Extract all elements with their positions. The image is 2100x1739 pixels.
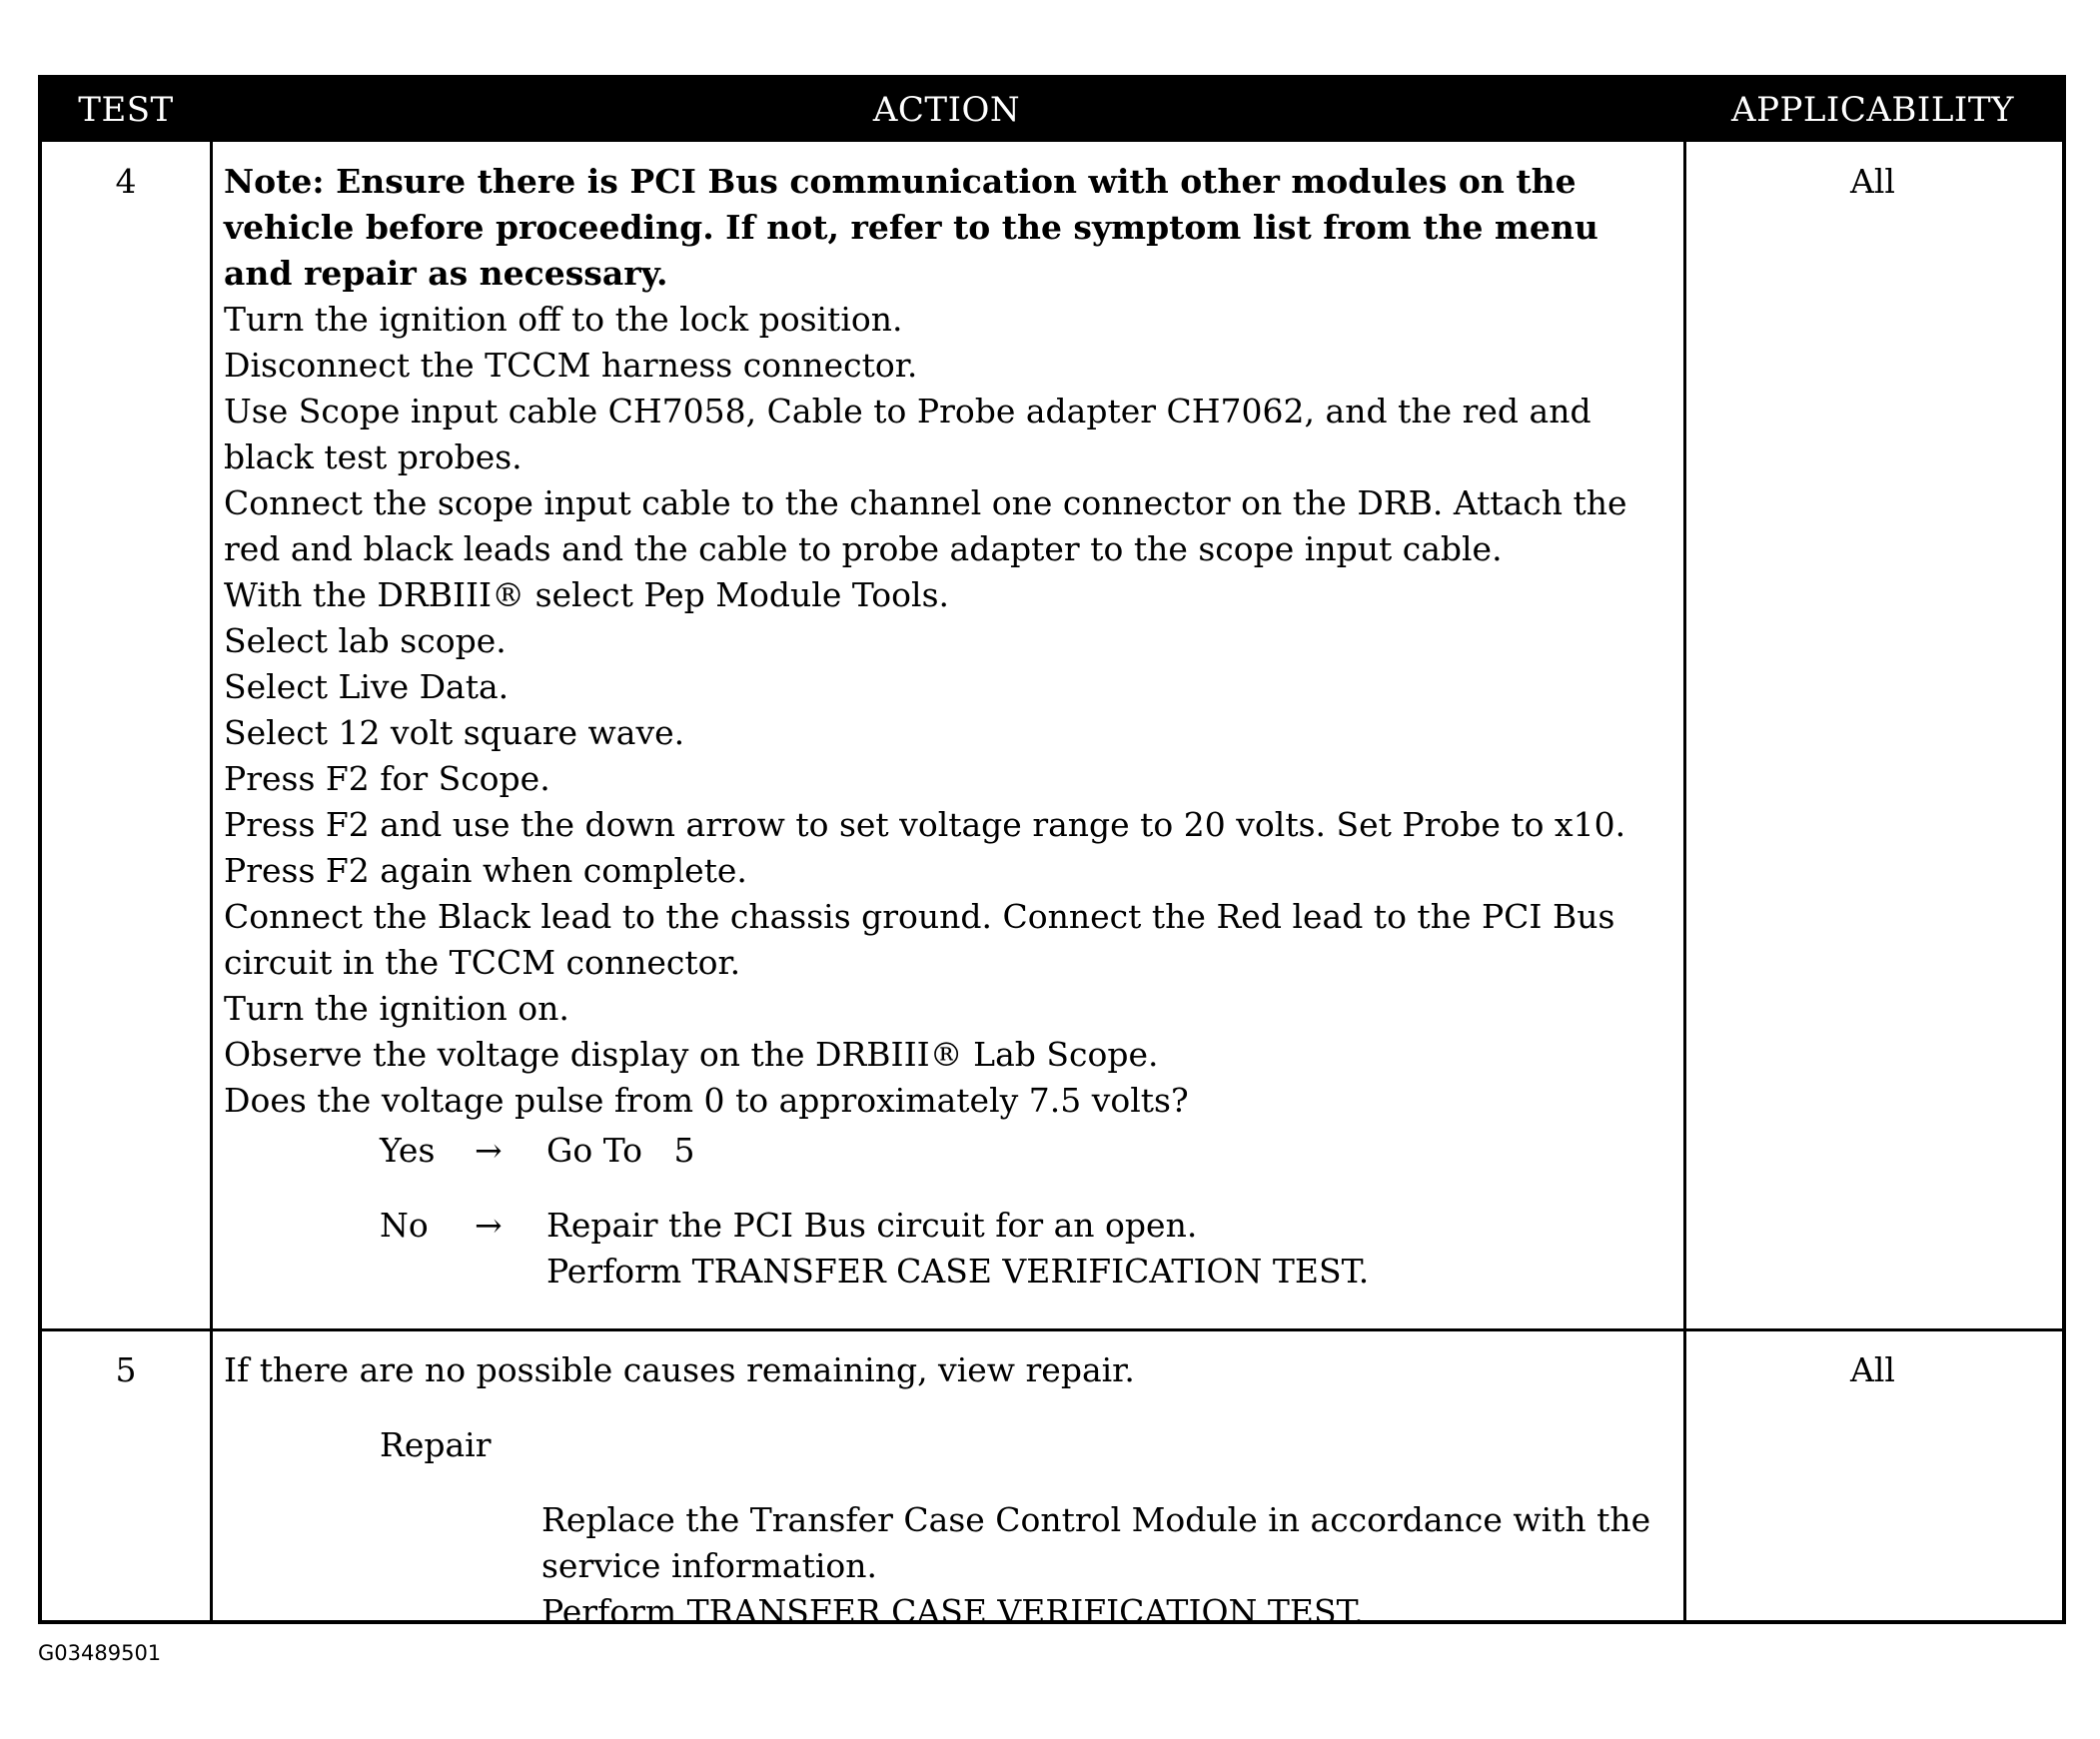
applicability-value: All — [1850, 1350, 1895, 1389]
note-line: vehicle before proceeding. If not, refer to the symptom list from the menu — [224, 208, 1598, 247]
header-applicability: APPLICABILITY — [1731, 90, 2014, 130]
step-line: Turn the ignition off to the lock position. — [224, 300, 903, 339]
step-line: black test probes. — [224, 437, 523, 476]
test-number: 5 — [115, 1350, 137, 1389]
no-action: Repair the PCI Bus circuit for an open. — [546, 1206, 1198, 1245]
applicability-value: All — [1850, 162, 1895, 201]
diagnostic-table — [38, 75, 2066, 1631]
column-divider — [210, 142, 213, 1620]
step-line: Press F2 for Scope. — [224, 759, 550, 798]
step-line: Disconnect the TCCM harness connector. — [224, 346, 918, 385]
step-line: Select 12 volt square wave. — [224, 713, 685, 752]
step-line: Connect the scope input cable to the channel one connector on the DRB. Attach the — [224, 483, 1627, 522]
repair-line: Replace the Transfer Case Control Module in accordance with the — [541, 1500, 1651, 1539]
step-line: Observe the voltage display on the DRBIII® Lab Scope. — [224, 1035, 1159, 1074]
note-line: and repair as necessary. — [224, 254, 668, 293]
column-divider — [1683, 142, 1686, 1620]
step-line: Connect the Black lead to the chassis ground. Connect the Red lead to the PCI Bus — [224, 897, 1615, 936]
step-line: Use Scope input cable CH7058, Cable to Probe adapter CH7062, and the red and — [224, 392, 1591, 431]
figure-id: G03489501 — [38, 1641, 162, 1665]
step-line: Does the voltage pulse from 0 to approximately 7.5 volts? — [224, 1081, 1189, 1120]
step-line: Turn the ignition on. — [224, 989, 569, 1028]
step-line: With the DRBIII® select Pep Module Tools. — [224, 575, 949, 614]
step-line: Select lab scope. — [224, 621, 507, 660]
step-line: If there are no possible causes remaining, view repair. — [224, 1350, 1135, 1389]
header-test: TEST — [78, 90, 174, 130]
table-header — [42, 79, 2062, 142]
repair-line: service information. — [541, 1546, 877, 1585]
step-line: red and black leads and the cable to probe adapter to the scope input cable. — [224, 529, 1503, 568]
step-line: Press F2 and use the down arrow to set voltage range to 20 volts. Set Probe to x10. — [224, 805, 1626, 844]
step-line: Press F2 again when complete. — [224, 851, 747, 890]
step-line: Select Live Data. — [224, 667, 510, 706]
note-line: Note: Ensure there is PCI Bus communication with other modules on the — [224, 162, 1576, 201]
right-arrow-icon: → — [475, 1131, 503, 1170]
repair-label: Repair — [380, 1425, 492, 1464]
no-label: No — [380, 1206, 429, 1245]
right-arrow-icon: → — [475, 1206, 503, 1245]
test-number: 4 — [115, 162, 137, 201]
action-cell — [224, 159, 1627, 1124]
step-line: circuit in the TCCM connector. — [224, 943, 741, 982]
row-divider — [42, 1328, 2062, 1331]
yes-label: Yes — [380, 1131, 436, 1170]
repair-line: Perform TRANSFER CASE VERIFICATION TEST. — [541, 1592, 1365, 1631]
header-action: ACTION — [872, 90, 1021, 130]
yes-action: Go To 5 — [546, 1131, 695, 1170]
no-action-verify: Perform TRANSFER CASE VERIFICATION TEST. — [546, 1252, 1370, 1291]
